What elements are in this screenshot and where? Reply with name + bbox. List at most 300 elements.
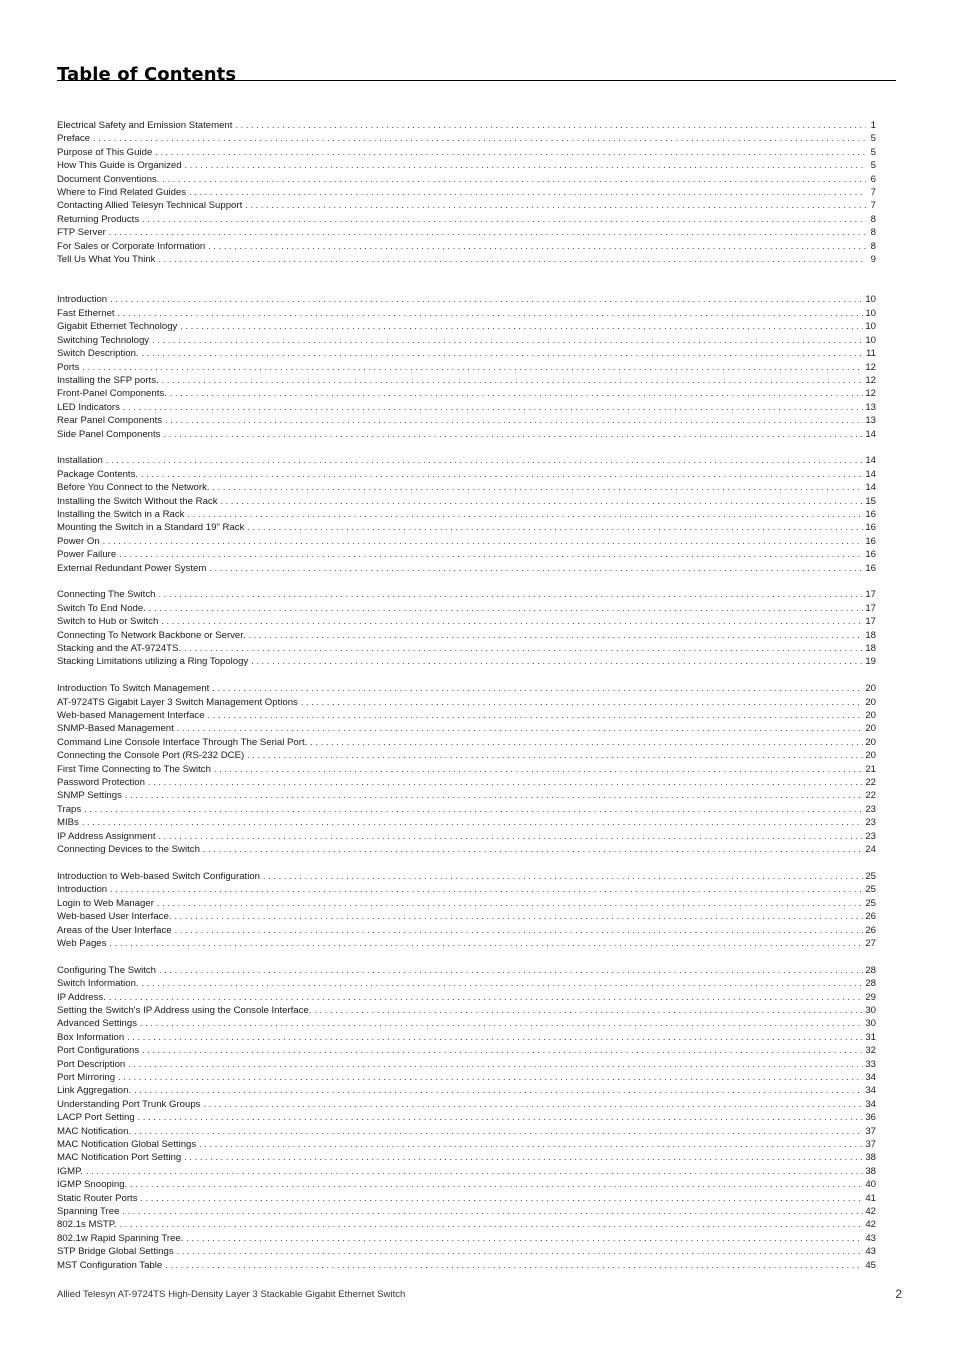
toc-entry-label: IGMP Snooping. (57, 1179, 128, 1191)
dot-leader (109, 937, 863, 950)
dot-leader (152, 334, 863, 347)
toc-entry-label: Document Conventions. (57, 173, 160, 185)
toc-entry[interactable] (57, 937, 876, 950)
toc-entry-page: 31 (865, 1031, 876, 1043)
toc-entry-label: Introduction (57, 884, 108, 896)
toc-entry-label: Stacking Limitations utilizing a Ring Topology (57, 656, 249, 668)
toc-entry[interactable] (57, 293, 876, 306)
toc-entry[interactable] (57, 1098, 876, 1111)
toc-entry-label: Areas of the User Interface (57, 924, 172, 936)
toc-entry-page: 40 (865, 1179, 876, 1191)
toc-entry-page: 26 (865, 911, 876, 923)
toc-entry[interactable] (57, 1138, 876, 1151)
toc-entry-label: Package Contents. (57, 468, 139, 480)
toc-entry-label: How This Guide is Organized (57, 160, 182, 172)
toc-entry-label: Box Information (57, 1031, 125, 1043)
toc-entry-label: Connecting Devices to the Switch (57, 844, 200, 856)
toc-entry-label: Setting the Switch's IP Address using the Console Interface. (57, 1004, 312, 1016)
toc-entry-label: FTP Server (57, 227, 106, 239)
toc-entry[interactable] (57, 991, 876, 1004)
toc-entry-page: 16 (865, 535, 876, 547)
dot-leader (149, 602, 863, 615)
toc-entry[interactable] (57, 776, 876, 789)
dot-leader (235, 119, 866, 132)
toc-entry-page: 38 (865, 1165, 876, 1177)
dot-leader (158, 588, 863, 601)
dot-leader (185, 159, 866, 172)
toc-entry[interactable] (57, 1044, 876, 1057)
toc-entry[interactable] (57, 146, 876, 159)
toc-entry-page: 10 (865, 307, 876, 319)
toc-entry[interactable] (57, 1232, 876, 1245)
toc-entry-page: 18 (865, 643, 876, 654)
toc-entry-page: 30 (865, 1004, 876, 1016)
dot-leader (110, 883, 863, 896)
toc-entry-label: Installing the Switch in a Rack (57, 508, 185, 520)
toc-entry[interactable] (57, 629, 876, 642)
dot-leader (245, 199, 866, 212)
toc-entry[interactable] (57, 642, 876, 655)
toc-entry-label: First Time Connecting to The Switch (57, 763, 211, 775)
toc-entry-label: Installation (57, 455, 103, 467)
dot-leader (165, 1259, 863, 1272)
toc-entry-label: Introduction To Switch Management (57, 683, 210, 695)
dot-leader (142, 213, 866, 226)
toc-entry[interactable] (57, 816, 876, 829)
dot-leader (249, 629, 864, 642)
toc-entry-page: 22 (865, 777, 876, 789)
toc-entry-label: Contacting Allied Telesyn Technical Support (57, 200, 243, 212)
toc-entry-label: Static Router Ports (57, 1192, 138, 1204)
toc-entry-label: Web Pages (57, 937, 107, 949)
toc-entry[interactable] (57, 696, 876, 709)
toc-entry-page: 28 (865, 964, 876, 976)
toc-entry-label: Tell Us What You Think (57, 254, 156, 266)
toc-entry[interactable] (57, 803, 876, 816)
dot-leader (86, 1165, 863, 1178)
dot-leader (118, 307, 864, 320)
toc-entry[interactable] (57, 548, 876, 561)
toc-entry[interactable] (57, 870, 876, 883)
dot-leader (247, 749, 863, 762)
toc-entry-label: Connecting To Network Backbone or Server. (57, 629, 246, 641)
toc-entry-page: 24 (865, 844, 876, 856)
dot-leader (199, 1138, 863, 1151)
toc-entry-label: Fast Ethernet (57, 307, 115, 319)
toc-entry-page: 13 (865, 401, 876, 413)
toc-entry-page: 25 (865, 870, 876, 882)
dot-leader (174, 910, 863, 923)
toc-entry-label: Password Protection (57, 777, 145, 789)
dot-leader (142, 347, 864, 360)
toc-entry[interactable] (57, 173, 876, 186)
toc-entry[interactable] (57, 924, 876, 937)
toc-entry-page: 20 (865, 736, 876, 748)
dot-leader (93, 132, 866, 145)
toc-entry[interactable] (57, 186, 876, 199)
toc-entry-label: MAC Notification Port Setting (57, 1152, 182, 1164)
toc-entry-page: 13 (865, 415, 876, 427)
toc-entry[interactable] (57, 562, 876, 575)
toc-entry-page: 29 (865, 991, 876, 1003)
toc-entry[interactable] (57, 454, 876, 467)
toc-entry[interactable] (57, 1165, 876, 1178)
toc-entry-label: Login to Web Manager (57, 897, 154, 909)
toc-entry-page: 25 (865, 897, 876, 909)
toc-entry-label: Where to Find Related Guides (57, 187, 187, 199)
toc-entry-page: 23 (865, 803, 876, 815)
toc-entry[interactable] (57, 495, 876, 508)
dot-leader (251, 655, 863, 668)
dot-leader (148, 776, 863, 789)
dot-leader (177, 722, 864, 735)
toc-entry-page: 10 (865, 321, 876, 333)
toc-section (57, 119, 876, 266)
dot-leader (175, 924, 864, 937)
toc-entry-page: 20 (865, 696, 876, 708)
toc-entry-page: 28 (865, 978, 876, 990)
toc-entry[interactable] (57, 588, 876, 601)
dot-leader (119, 548, 863, 561)
toc-entry-page: 16 (865, 522, 876, 534)
dot-leader (142, 977, 864, 990)
toc-entry-label: 802.1w Rapid Spanning Tree. (57, 1232, 184, 1244)
toc-entry-page: 16 (865, 549, 876, 561)
toc-entry-page: 8 (870, 213, 876, 225)
toc-entry-page: 6 (870, 173, 876, 185)
toc-entry[interactable] (57, 401, 876, 414)
toc-entry[interactable] (57, 481, 876, 494)
toc-entry-page: 21 (865, 763, 876, 775)
toc-entry-page: 14 (865, 455, 876, 467)
toc-entry-page: 37 (865, 1138, 876, 1150)
dot-leader (134, 1125, 863, 1138)
toc-entry-label: Understanding Port Trunk Groups (57, 1098, 201, 1110)
toc-entry-label: SNMP-Based Management (57, 723, 174, 735)
toc-entry-label: Port Configurations (57, 1045, 140, 1057)
toc-entry-page: 16 (865, 562, 876, 574)
toc-section (57, 454, 876, 575)
toc-entry-label: Switch to Hub or Switch (57, 616, 159, 628)
toc-entry[interactable] (57, 226, 876, 239)
toc-entry[interactable] (57, 508, 876, 521)
dot-leader (110, 293, 863, 306)
toc-entry[interactable] (57, 883, 876, 896)
dot-leader (128, 1058, 863, 1071)
toc-entry-page: 20 (865, 723, 876, 735)
dot-leader (142, 1044, 863, 1057)
toc-entry[interactable] (57, 682, 876, 695)
dot-leader (177, 1245, 864, 1258)
toc-entry-page: 5 (870, 160, 876, 172)
toc-entry-page: 8 (870, 227, 876, 239)
toc-entry-label: SNMP Settings (57, 790, 122, 802)
toc-entry-label: External Redundant Power System (57, 562, 207, 574)
toc-entry-page: 11 (866, 348, 876, 360)
dot-leader (247, 521, 863, 534)
toc-entry-label: Power On (57, 535, 100, 547)
dot-leader (203, 843, 863, 856)
toc-entry[interactable] (57, 763, 876, 776)
toc-entry[interactable] (57, 830, 876, 843)
dot-leader (187, 508, 863, 521)
toc-entry-label: Spanning Tree (57, 1206, 120, 1218)
toc-entry-page: 27 (865, 937, 876, 949)
toc-entry[interactable] (57, 1111, 876, 1124)
toc-entry[interactable] (57, 1192, 876, 1205)
toc-entry[interactable] (57, 361, 876, 374)
toc-entry[interactable] (57, 910, 876, 923)
toc-entry[interactable] (57, 119, 876, 132)
toc-entry-label: STP Bridge Global Settings (57, 1246, 174, 1258)
toc-entry-label: Introduction (57, 294, 108, 306)
toc-entry[interactable] (57, 615, 876, 628)
toc-entry-page: 10 (865, 294, 876, 306)
dot-leader (134, 1084, 863, 1097)
toc-entry[interactable] (57, 468, 876, 481)
dot-leader (82, 816, 863, 829)
toc-entry[interactable] (57, 1259, 876, 1272)
toc-entry-label: For Sales or Corporate Information (57, 240, 206, 252)
dot-leader (208, 240, 866, 253)
toc-section (57, 964, 876, 1272)
dot-leader (158, 830, 863, 843)
title-divider (57, 80, 896, 81)
toc-entry-label: Before You Connect to the Network. (57, 482, 210, 494)
toc-entry-page: 25 (865, 884, 876, 896)
toc-entry[interactable] (57, 307, 876, 320)
dot-leader (118, 1071, 863, 1084)
toc-entry-page: 9 (870, 254, 876, 266)
toc-entry-label: Switch Information. (57, 978, 139, 990)
toc-entry[interactable] (57, 602, 876, 615)
toc-entry-page: 14 (865, 428, 876, 440)
dot-leader (155, 146, 866, 159)
toc-entry-label: Introduction to Web-based Switch Configuration (57, 870, 261, 882)
toc-entry-label: Stacking and the AT-9724TS. (57, 643, 182, 654)
toc-entry-label: IGMP. (57, 1165, 83, 1177)
toc-entry-label: Mounting the Switch in a Standard 19" Rack (57, 522, 245, 534)
toc-entry-page: 34 (865, 1085, 876, 1097)
dot-leader (140, 1017, 863, 1030)
toc-entry-label: Command Line Console Interface Through The Serial Port. (57, 736, 308, 748)
toc-entry[interactable] (57, 521, 876, 534)
toc-entry-page: 23 (865, 817, 876, 829)
dot-leader (141, 1192, 864, 1205)
toc-entry[interactable] (57, 414, 876, 427)
toc-entry[interactable] (57, 736, 876, 749)
dot-leader (127, 1031, 863, 1044)
toc-entry-label: Side Panel Components (57, 428, 161, 440)
toc-entry-label: Connecting the Console Port (RS-232 DCE) (57, 750, 245, 762)
toc-entry[interactable] (57, 240, 876, 253)
toc-entry[interactable] (57, 428, 876, 441)
toc-entry-page: 38 (865, 1152, 876, 1164)
toc-entry-page: 17 (865, 602, 876, 614)
toc-entry-page: 7 (870, 187, 876, 199)
toc-entry[interactable] (57, 132, 876, 145)
toc-entry[interactable] (57, 964, 876, 977)
dot-leader (162, 173, 866, 186)
dot-leader (120, 1218, 864, 1231)
toc-entry-label: Purpose of This Guide (57, 146, 153, 158)
toc-entry[interactable] (57, 213, 876, 226)
toc-entry[interactable] (57, 1205, 876, 1218)
page-title: Table of Contents (57, 64, 237, 86)
dot-leader (203, 1098, 863, 1111)
toc-entry-page: 22 (865, 790, 876, 802)
dot-leader (157, 897, 863, 910)
toc-entry-page: 7 (870, 200, 876, 212)
toc-entry-page: 15 (865, 495, 876, 507)
toc-entry-label: AT-9724TS Gigabit Layer 3 Switch Management Options (57, 696, 298, 708)
toc-entry[interactable] (57, 374, 876, 387)
toc-entry-page: 17 (865, 616, 876, 628)
dot-leader (165, 414, 863, 427)
toc-entry-page: 14 (865, 468, 876, 480)
toc-entry[interactable] (57, 1031, 876, 1044)
toc-entry-label: Switch To End Node. (57, 602, 146, 614)
toc-entry-label: Ports (57, 361, 80, 373)
toc-entry-page: 12 (865, 361, 876, 373)
dot-leader (159, 964, 863, 977)
toc-entry-label: 802.1s MSTP. (57, 1219, 117, 1231)
toc-entry-label: Switching Technology (57, 334, 150, 346)
toc-entry[interactable] (57, 199, 876, 212)
dot-leader (212, 682, 863, 695)
toc-entry[interactable] (57, 535, 876, 548)
dot-leader (301, 696, 863, 709)
toc-entry[interactable] (57, 749, 876, 762)
toc-entry[interactable] (57, 709, 876, 722)
toc-entry-label: Installing the SFP ports. (57, 374, 159, 386)
toc-entry[interactable] (57, 789, 876, 802)
toc-entry-label: Port Description (57, 1058, 126, 1070)
footer-document-title: Allied Telesyn AT-9724TS High-Density Layer 3 Stackable Gigabit Ethernet Switch (57, 1289, 406, 1300)
toc-entry[interactable] (57, 387, 876, 400)
toc-entry-page: 43 (865, 1246, 876, 1258)
dot-leader (158, 253, 866, 266)
toc-entry-page: 45 (865, 1259, 876, 1271)
toc-entry-page: 17 (865, 589, 876, 601)
toc-entry-label: Switch Description. (57, 348, 139, 360)
toc-section (57, 293, 876, 440)
footer-page-number: 2 (895, 1287, 902, 1301)
toc-entry-page: 42 (865, 1219, 876, 1231)
dot-leader (186, 1232, 863, 1245)
toc-entry[interactable] (57, 1151, 876, 1164)
toc-entry-page: 20 (865, 710, 876, 722)
toc-entry[interactable] (57, 1178, 876, 1191)
dot-leader (208, 709, 864, 722)
dot-leader (123, 401, 863, 414)
toc-entry[interactable] (57, 1125, 876, 1138)
toc-entry[interactable] (57, 347, 876, 360)
toc-section (57, 682, 876, 856)
dot-leader (263, 870, 863, 883)
dot-leader (170, 387, 863, 400)
toc-entry[interactable] (57, 334, 876, 347)
toc-entry-label: MST Configuration Table (57, 1259, 163, 1271)
toc-entry-page: 41 (865, 1192, 876, 1204)
dot-leader (103, 535, 864, 548)
toc-entry-page: 16 (865, 508, 876, 520)
toc-entry-label: Gigabit Ethernet Technology (57, 321, 178, 333)
toc-entry[interactable] (57, 1245, 876, 1258)
toc-entry[interactable] (57, 722, 876, 735)
toc-entry-page: 12 (865, 388, 876, 400)
toc-entry-label: Configuring The Switch (57, 964, 157, 976)
toc-entry-label: Port Mirroring (57, 1071, 116, 1083)
toc-entry[interactable] (57, 1071, 876, 1084)
toc-entry-page: 36 (865, 1112, 876, 1124)
toc-entry[interactable] (57, 320, 876, 333)
toc-entry-label: IP Address. (57, 991, 106, 1003)
toc-entry[interactable] (57, 159, 876, 172)
toc-entry-page: 43 (865, 1232, 876, 1244)
toc-entry-page: 34 (865, 1071, 876, 1083)
dot-leader (122, 1205, 863, 1218)
toc-entry-label: MAC Notification. (57, 1125, 132, 1137)
dot-leader (310, 736, 863, 749)
toc-entry-page: 20 (865, 683, 876, 695)
dot-leader (130, 1178, 863, 1191)
toc-entry-page: 34 (865, 1098, 876, 1110)
toc-entry-page: 42 (865, 1206, 876, 1218)
toc-entry-page: 12 (865, 374, 876, 386)
toc-entry[interactable] (57, 843, 876, 856)
dot-leader (109, 226, 866, 239)
dot-leader (213, 481, 864, 494)
toc-entry[interactable] (57, 253, 876, 266)
toc-entry-label: LED Indicators (57, 401, 120, 413)
toc-entry-page: 5 (870, 146, 876, 158)
toc-entry-page: 33 (865, 1058, 876, 1070)
toc-entry-label: MAC Notification Global Settings (57, 1138, 197, 1150)
toc-entry[interactable] (57, 655, 876, 668)
dot-leader (221, 495, 864, 508)
toc-entry-page: 8 (870, 240, 876, 252)
toc-entry-label: Rear Panel Components (57, 415, 163, 427)
toc-entry[interactable] (57, 1004, 876, 1017)
toc-entry-label: Web-based Management Interface (57, 710, 205, 722)
toc-entry-label: Front-Panel Components. (57, 388, 167, 400)
dot-leader (84, 803, 863, 816)
toc-entry-page: 14 (865, 482, 876, 494)
toc-entry-label: Returning Products (57, 213, 140, 225)
toc-entry[interactable] (57, 897, 876, 910)
toc-entry-page: 20 (865, 750, 876, 762)
toc-entry[interactable] (57, 1218, 876, 1231)
toc-entry[interactable] (57, 1017, 876, 1030)
toc-entry[interactable] (57, 977, 876, 990)
dot-leader (163, 428, 863, 441)
toc-entry-page: 32 (865, 1045, 876, 1057)
toc-entry[interactable] (57, 1058, 876, 1071)
toc-entry-label: Web-based User Interface. (57, 911, 172, 923)
toc-section (57, 588, 876, 668)
toc-entry-label: Connecting The Switch (57, 589, 156, 601)
toc-entry-page: 30 (865, 1018, 876, 1030)
dot-leader (180, 320, 863, 333)
dot-leader (125, 789, 863, 802)
toc-entry[interactable] (57, 1084, 876, 1097)
dot-leader (214, 763, 863, 776)
dot-leader (138, 1111, 864, 1124)
toc-entry-page: 37 (865, 1125, 876, 1137)
toc-entry-page: 26 (865, 924, 876, 936)
toc-entry-label: Preface (57, 133, 91, 145)
